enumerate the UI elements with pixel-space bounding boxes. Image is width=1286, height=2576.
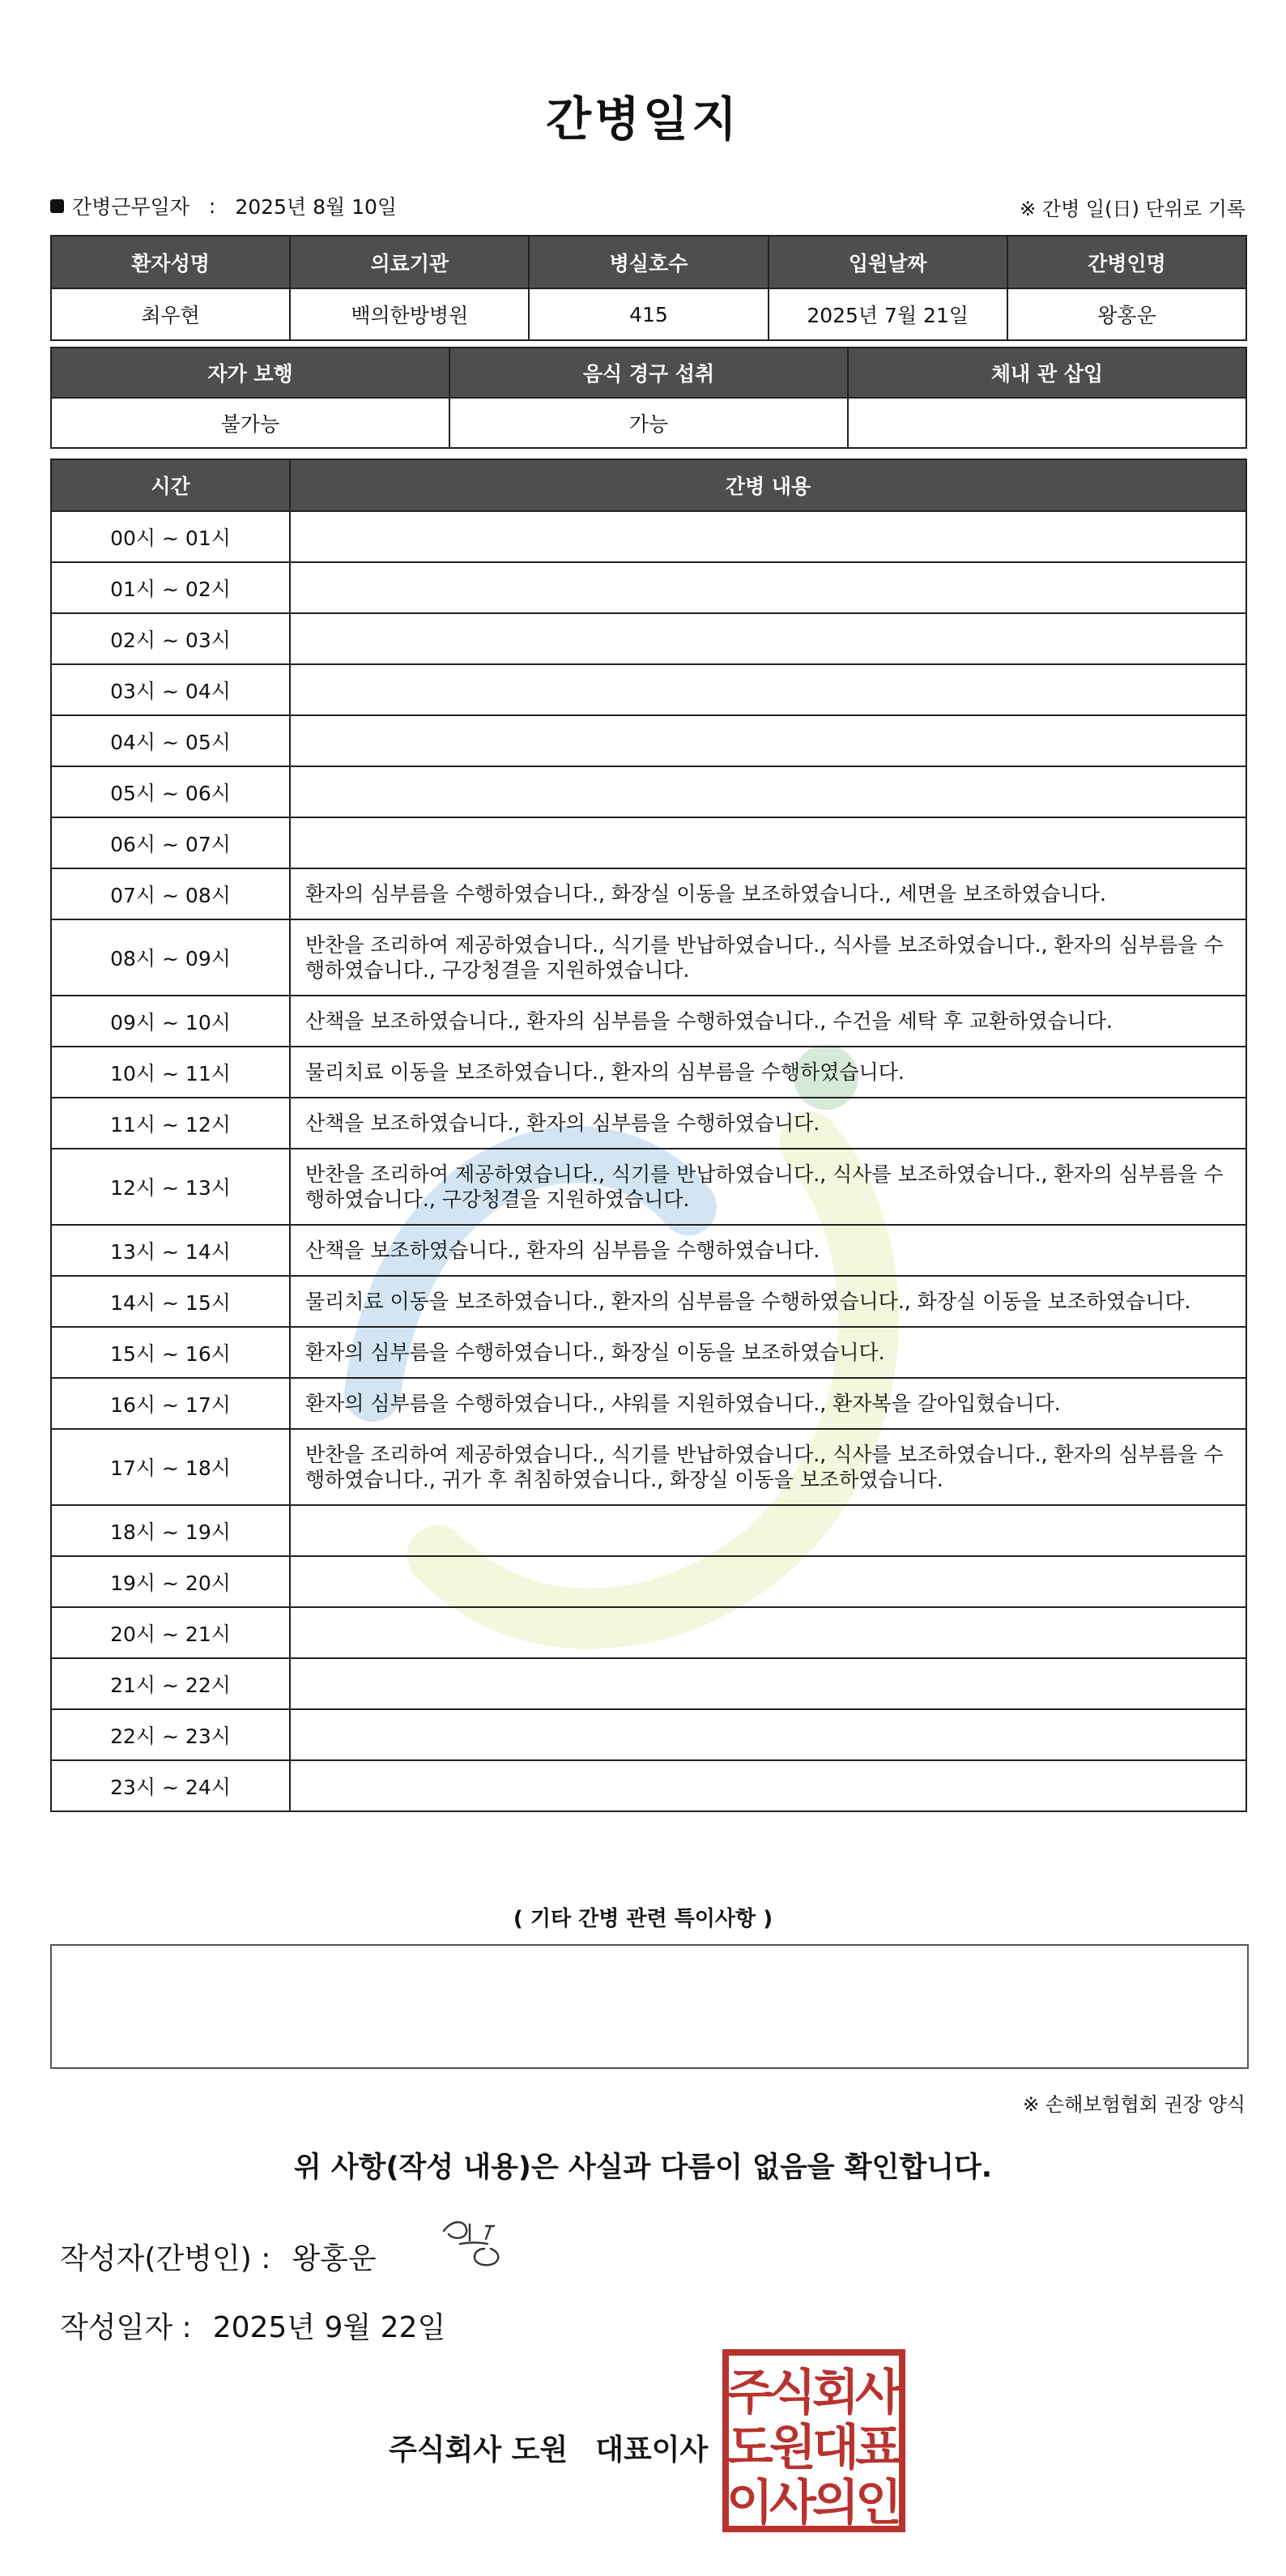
log-row <box>51 664 1246 715</box>
log-row <box>51 996 1246 1047</box>
company-line <box>389 2427 708 2468</box>
seal-char: 회 <box>812 2365 859 2421</box>
log-time: 18시 ~ 19시 <box>51 1505 290 1556</box>
log-content: 물리치료 이동을 보조하였습니다., 환자의 심부름을 수행하였습니다. <box>290 1047 1246 1098</box>
seal-char: 식 <box>769 2365 816 2421</box>
seal-char: 인 <box>855 2475 902 2531</box>
seal-char: 의 <box>812 2475 859 2531</box>
log-content: 환자의 심부름을 수행하였습니다., 샤워를 지원하였습니다., 환자복을 갈아입혔습니다. <box>290 1378 1246 1429</box>
log-content <box>290 562 1246 613</box>
status-walking: 불가능 <box>51 398 449 448</box>
log-time: 12시 ~ 13시 <box>51 1149 290 1225</box>
log-row <box>51 868 1246 919</box>
company-seal <box>721 2348 907 2534</box>
log-content <box>290 766 1246 817</box>
work-date-colon: : <box>208 194 216 218</box>
log-content: 반찬을 조리하여 제공하였습니다., 식기를 반납하였습니다., 식사를 보조하였습니다., 환자의 심부름을 수행하였습니다., 귀가 후 취침하였습니다., 화장실 이동을 보조하였습니다. <box>290 1429 1246 1505</box>
log-header-content: 간병 내용 <box>290 459 1246 511</box>
log-content <box>290 1709 1246 1760</box>
seal-char: 대 <box>812 2420 859 2476</box>
log-row <box>51 562 1246 613</box>
log-row <box>51 1429 1246 1505</box>
log-time: 03시 ~ 04시 <box>51 664 290 715</box>
log-row <box>51 1556 1246 1607</box>
info-header-caregiver: 간병인명 <box>1007 236 1246 288</box>
writer-name: 왕홍운 <box>292 2242 377 2275</box>
log-time: 06시 ~ 07시 <box>51 817 290 868</box>
company-name: 주식회사 도원 <box>389 2433 568 2467</box>
log-time: 14시 ~ 15시 <box>51 1276 290 1327</box>
log-content: 환자의 심부름을 수행하였습니다., 화장실 이동을 보조하였습니다. <box>290 1327 1246 1378</box>
log-content <box>290 1556 1246 1607</box>
writer-line <box>60 2236 377 2277</box>
seal-char: 사 <box>855 2365 902 2421</box>
company-title: 대표이사 <box>595 2433 709 2467</box>
log-time: 10시 ~ 11시 <box>51 1047 290 1098</box>
log-row <box>51 1276 1246 1327</box>
log-content <box>290 817 1246 868</box>
log-content <box>290 715 1246 766</box>
log-row <box>51 1760 1246 1811</box>
log-content: 산책을 보조하였습니다., 환자의 심부름을 수행하였습니다. <box>290 1098 1246 1149</box>
log-time: 11시 ~ 12시 <box>51 1098 290 1149</box>
page-title: 간병일지 <box>545 92 741 147</box>
log-content: 산책을 보조하였습니다., 환자의 심부름을 수행하였습니다. <box>290 1225 1246 1276</box>
log-time: 17시 ~ 18시 <box>51 1429 290 1505</box>
log-content <box>290 1658 1246 1709</box>
status-header-oral-intake: 음식 경구 섭취 <box>449 348 848 398</box>
admission-date: 2025년 7월 21일 <box>769 288 1007 340</box>
log-time: 15시 ~ 16시 <box>51 1327 290 1378</box>
care-log-table <box>50 458 1247 1812</box>
log-row <box>51 1327 1246 1378</box>
log-row <box>51 1709 1246 1760</box>
info-header-admission: 입원날짜 <box>769 236 1007 288</box>
work-date-label: 간병근무일자 <box>72 195 189 219</box>
log-content: 반찬을 조리하여 제공하였습니다., 식기를 반납하였습니다., 식사를 보조하였습니다., 환자의 심부름을 수행하였습니다., 구강청결을 지원하였습니다. <box>290 919 1246 996</box>
seal-char: 원 <box>769 2420 816 2476</box>
log-time: 13시 ~ 14시 <box>51 1225 290 1276</box>
care-log-body <box>51 511 1246 1811</box>
log-content: 환자의 심부름을 수행하였습니다., 화장실 이동을 보조하였습니다., 세면을 보조하였습니다. <box>290 868 1246 919</box>
log-row <box>51 1505 1246 1556</box>
status-oral-intake: 가능 <box>449 398 848 448</box>
work-date <box>50 191 397 220</box>
log-row <box>51 1658 1246 1709</box>
log-row <box>51 1225 1246 1276</box>
bullet-square-icon <box>50 199 64 213</box>
write-date-label: 작성일자 : <box>60 2311 192 2344</box>
patient-name: 최우현 <box>51 288 290 340</box>
status-header-tube: 체내 관 삽입 <box>848 348 1246 398</box>
room-number: 415 <box>529 288 768 340</box>
log-row <box>51 1607 1246 1658</box>
special-notes-label: ( 기타 간병 관련 특이사항 ) <box>513 1907 773 1931</box>
log-time: 04시 ~ 05시 <box>51 715 290 766</box>
log-time: 08시 ~ 09시 <box>51 919 290 996</box>
seal-char: 사 <box>769 2475 816 2531</box>
log-content <box>290 613 1246 664</box>
log-time: 21시 ~ 22시 <box>51 1658 290 1709</box>
log-row <box>51 715 1246 766</box>
log-row <box>51 766 1246 817</box>
log-time: 01시 ~ 02시 <box>51 562 290 613</box>
log-time: 16시 ~ 17시 <box>51 1378 290 1429</box>
log-content <box>290 1505 1246 1556</box>
record-note: ※ 간병 일(日) 단위로 기록 <box>1020 198 1246 220</box>
seal-char: 도 <box>726 2420 773 2476</box>
write-date-line <box>60 2305 445 2346</box>
log-content <box>290 664 1246 715</box>
log-content <box>290 511 1246 562</box>
info-header-room: 병실호수 <box>529 236 768 288</box>
log-time: 20시 ~ 21시 <box>51 1607 290 1658</box>
log-time: 09시 ~ 10시 <box>51 996 290 1047</box>
log-content <box>290 1760 1246 1811</box>
log-time: 19시 ~ 20시 <box>51 1556 290 1607</box>
log-row <box>51 1378 1246 1429</box>
special-notes-box <box>50 1944 1249 2069</box>
patient-status-table <box>50 347 1247 449</box>
log-time: 02시 ~ 03시 <box>51 613 290 664</box>
write-date-value: 2025년 9월 22일 <box>212 2311 446 2344</box>
patient-info-table <box>50 235 1247 341</box>
log-time: 05시 ~ 06시 <box>51 766 290 817</box>
status-header-walking: 자가 보행 <box>51 348 449 398</box>
info-header-hospital: 의료기관 <box>290 236 529 288</box>
insurance-note: ※ 손해보험협회 권장 양식 <box>1023 2093 1246 2116</box>
seal-char: 주 <box>726 2365 773 2421</box>
log-row <box>51 511 1246 562</box>
log-row <box>51 817 1246 868</box>
log-time: 23시 ~ 24시 <box>51 1760 290 1811</box>
signature <box>437 2213 526 2273</box>
log-content <box>290 1607 1246 1658</box>
writer-label: 작성자(간병인) : <box>60 2242 271 2275</box>
log-time: 07시 ~ 08시 <box>51 868 290 919</box>
log-content: 반찬을 조리하여 제공하였습니다., 식기를 반납하였습니다., 식사를 보조하였습니다., 환자의 심부름을 수행하였습니다., 구강청결을 지원하였습니다. <box>290 1149 1246 1225</box>
work-date-value: 2025년 8월 10일 <box>235 195 398 219</box>
log-header-time: 시간 <box>51 459 290 511</box>
log-content: 산책을 보조하였습니다., 환자의 심부름을 수행하였습니다., 수건을 세탁 후 교환하였습니다. <box>290 996 1246 1047</box>
seal-char: 이 <box>726 2475 773 2531</box>
info-header-patient: 환자성명 <box>51 236 290 288</box>
seal-char: 표 <box>855 2420 902 2476</box>
log-content: 물리치료 이동을 보조하였습니다., 환자의 심부름을 수행하였습니다., 화장실 이동을 보조하였습니다. <box>290 1276 1246 1327</box>
confirmation-statement: 위 사항(작성 내용)은 사실과 다름이 없음을 확인합니다. <box>293 2152 993 2184</box>
log-row <box>51 919 1246 996</box>
log-row <box>51 1047 1246 1098</box>
status-tube <box>848 398 1246 448</box>
log-time: 22시 ~ 23시 <box>51 1709 290 1760</box>
caregiver-name: 왕홍운 <box>1007 288 1246 340</box>
log-row <box>51 1098 1246 1149</box>
log-row <box>51 613 1246 664</box>
log-time: 00시 ~ 01시 <box>51 511 290 562</box>
log-row <box>51 1149 1246 1225</box>
hospital-name: 백의한방병원 <box>290 288 529 340</box>
